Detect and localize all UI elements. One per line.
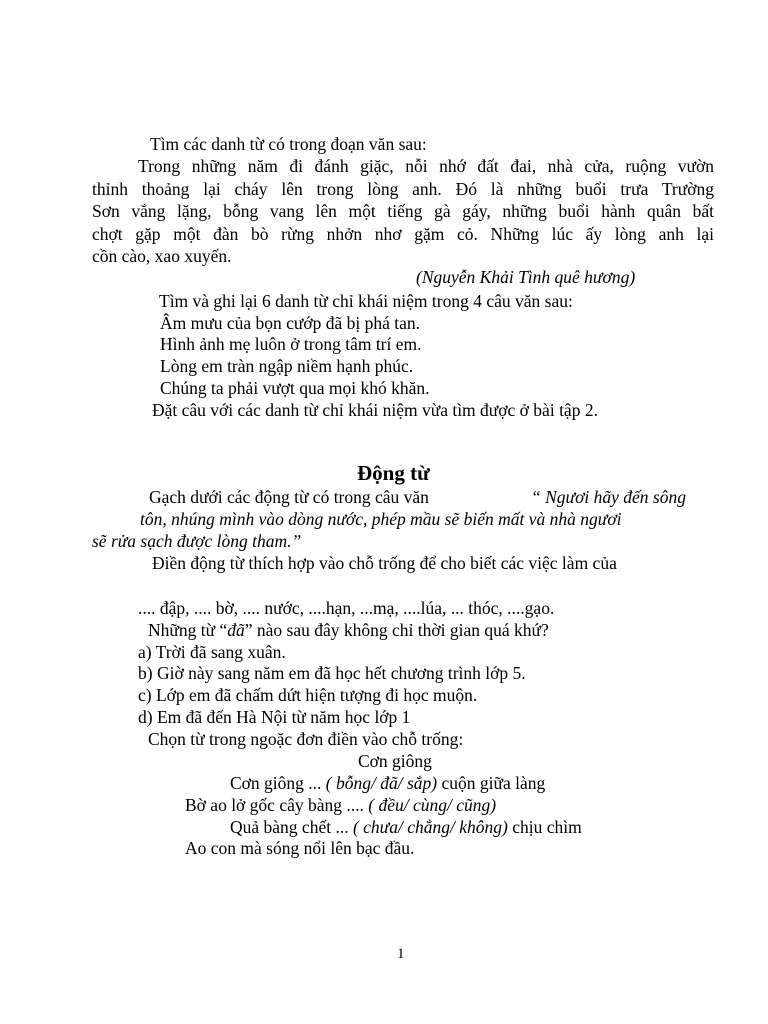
exercise-1-intro: Tìm các danh từ có trong đoạn văn sau: [150, 134, 427, 154]
verb-task-1-quote-line-3: sẽ rửa sạch được lòng tham.” [92, 531, 302, 551]
option-b: b) Giờ này sang năm em đã học hết chương trình lớp 5. [138, 663, 526, 683]
option-d: d) Em đã đến Hà Nội từ năm học lớp 1 [138, 707, 411, 727]
option-c: c) Lớp em đã chấm dứt hiện tượng đi học muộn. [138, 685, 478, 705]
sentence-1: Âm mưu của bọn cướp đã bị phá tan. [160, 313, 421, 333]
verb-blanks: .... đập, .... bờ, .... nước, ....hạn, ...mạ, ....lúa, ... thóc, ....gạo. [138, 598, 555, 618]
poem-title: Cơn giông [358, 751, 432, 771]
poem-line-4: Ao con mà sóng nổi lên bạc đầu. [185, 838, 415, 858]
verb-task-4: Chọn từ trong ngoặc đơn điền vào chỗ trống: [148, 729, 464, 749]
paragraph-line-1: Trong những năm đi đánh giặc, nỗi nhớ đất đai, nhà cửa, ruộng vườn [138, 156, 714, 176]
section-heading: Động từ [357, 461, 430, 485]
paragraph-line-3: Sơn vắng lặng, bỗng vang lên một tiếng gà gáy, những buổi hành quân bất [92, 201, 714, 221]
paragraph-line-5: cồn cào, xao xuyến. [92, 246, 232, 266]
verb-task-1-lead: Gạch dưới các động từ có trong câu văn [149, 487, 429, 507]
exercise-2-task: Tìm và ghi lại 6 danh từ chỉ khái niệm trong 4 câu văn sau: [159, 291, 573, 311]
poem-line-2: Bờ ao lở gốc cây bàng .... ( đều/ cùng/ cũng) [185, 795, 497, 815]
poem-line-3: Quả bàng chết ... ( chưa/ chẳng/ không) chịu chìm [230, 817, 582, 837]
sentence-3: Lòng em tràn ngập niềm hạnh phúc. [160, 356, 414, 376]
poem-line-1: Cơn giông ... ( bỗng/ đã/ sắp) cuộn giữa làng [230, 773, 546, 793]
exercise-3-task: Đặt câu với các danh từ chỉ khái niệm vừa tìm được ở bài tập 2. [152, 400, 598, 420]
option-a: a) Trời đã sang xuân. [138, 642, 286, 662]
verb-task-1-quote-line-1: “ Ngươi hãy đến sông [531, 487, 686, 507]
paragraph-line-4: chợt gặp một đàn bò rừng nhởn nhơ gặm cỏ. Những lúc ấy lòng anh lại [92, 224, 714, 244]
page-number: 1 [397, 946, 405, 962]
sentence-2: Hình ảnh mẹ luôn ở trong tâm trí em. [160, 334, 422, 354]
verb-task-1-quote-line-2: tôn, nhúng mình vào dòng nước, phép mầu sẽ biến mất và nhà ngươi [140, 509, 622, 529]
verb-task-2: Điền động từ thích hợp vào chỗ trống để cho biết các việc làm của [152, 553, 617, 573]
sentence-4: Chúng ta phải vượt qua mọi khó khăn. [160, 378, 430, 398]
source-citation: (Nguyễn Khải Tình quê hương) [416, 267, 636, 287]
verb-task-3: Những từ “đã” nào sau đây không chỉ thời gian quá khứ? [148, 620, 549, 640]
paragraph-line-2: thỉnh thoảng lại cháy lên trong lòng anh. Đó là những buổi trưa Trường [92, 179, 714, 199]
